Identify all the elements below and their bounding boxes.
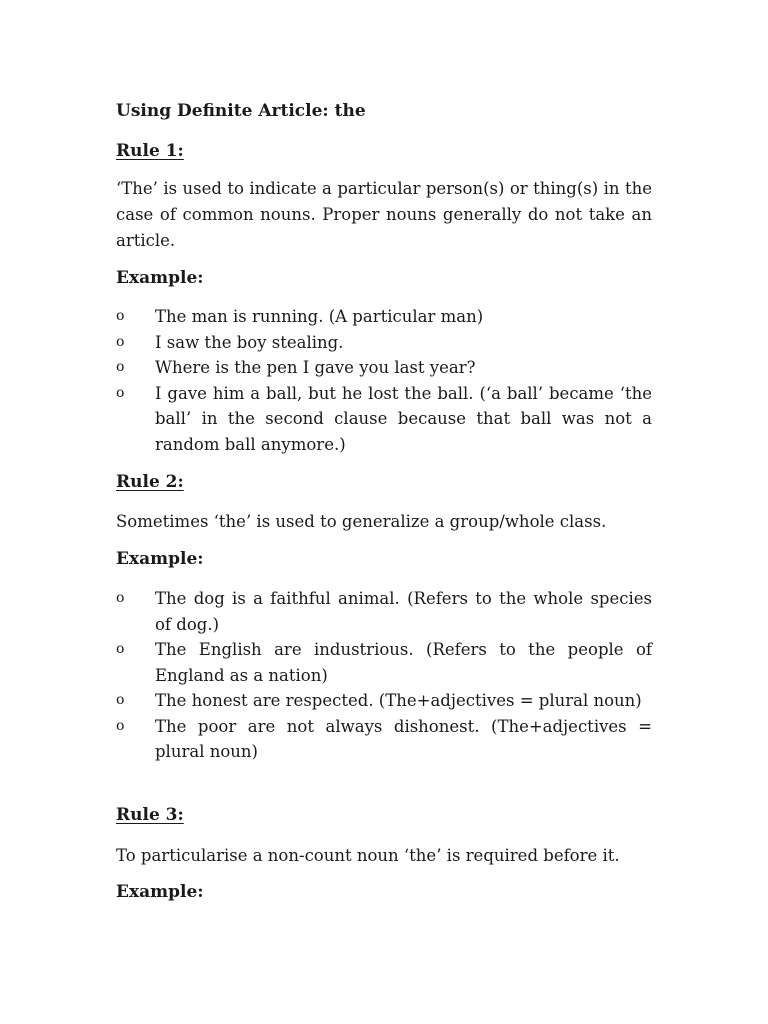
rule-2-example-list (116, 586, 652, 765)
bullet-icon: o (116, 590, 125, 606)
list-item (116, 330, 652, 356)
list-item-text: The honest are respected. (The+adjectives = plural noun) (155, 691, 642, 710)
rule-1-paragraph: ‘The’ is used to indicate a particular person(s) or thing(s) in the case of common nouns. Proper nouns generally do not take an article. (116, 179, 652, 250)
rule-1-heading: Rule 1: (116, 141, 184, 161)
bullet-icon: o (116, 717, 125, 734)
list-item (116, 586, 652, 637)
list-item (116, 637, 652, 688)
rule-3-paragraph: To particularise a non-count noun ‘the’ is required before it. (116, 846, 620, 865)
list-item-text: Where is the pen I gave you last year? (155, 358, 476, 377)
rule-2-paragraph: Sometimes ‘the’ is used to generalize a group/whole class. (116, 512, 607, 531)
bullet-icon: o (116, 308, 125, 324)
list-item-text: I gave him a ball, but he lost the ball. (‘a ball’ became ‘the ball’ in the second clause because that ball was not a random ball anymore.) (155, 383, 652, 454)
bullet-icon: o (116, 333, 125, 350)
rule-2-example-label: Example: (116, 549, 204, 569)
list-item (116, 381, 652, 458)
list-item-text: I saw the boy stealing. (155, 332, 344, 352)
bullet-icon: o (116, 641, 125, 657)
list-item-text: The dog is a faithful animal. (Refers to the whole species of dog.) (155, 589, 652, 634)
bullet-icon: o (116, 384, 125, 401)
rule-2-heading: Rule 2: (116, 472, 184, 492)
list-item-text: The man is running. (A particular man) (155, 307, 484, 326)
document-title: Using Definite Article: the (116, 101, 366, 121)
bullet-icon: o (116, 692, 125, 708)
rule-1-example-label: Example: (116, 268, 204, 288)
list-item-text: The poor are not always dishonest. (The+adjectives = plural noun) (155, 716, 652, 761)
rule-1-example-list (116, 304, 652, 457)
rule-3-example-label: Example: (116, 882, 204, 902)
list-item (116, 355, 652, 381)
list-item (116, 714, 652, 765)
list-item (116, 304, 652, 330)
list-item (116, 688, 652, 714)
list-item-text: The English are industrious. (Refers to the people of England as a nation) (155, 640, 652, 685)
bullet-icon: o (116, 359, 125, 375)
rule-3-heading: Rule 3: (116, 805, 184, 825)
